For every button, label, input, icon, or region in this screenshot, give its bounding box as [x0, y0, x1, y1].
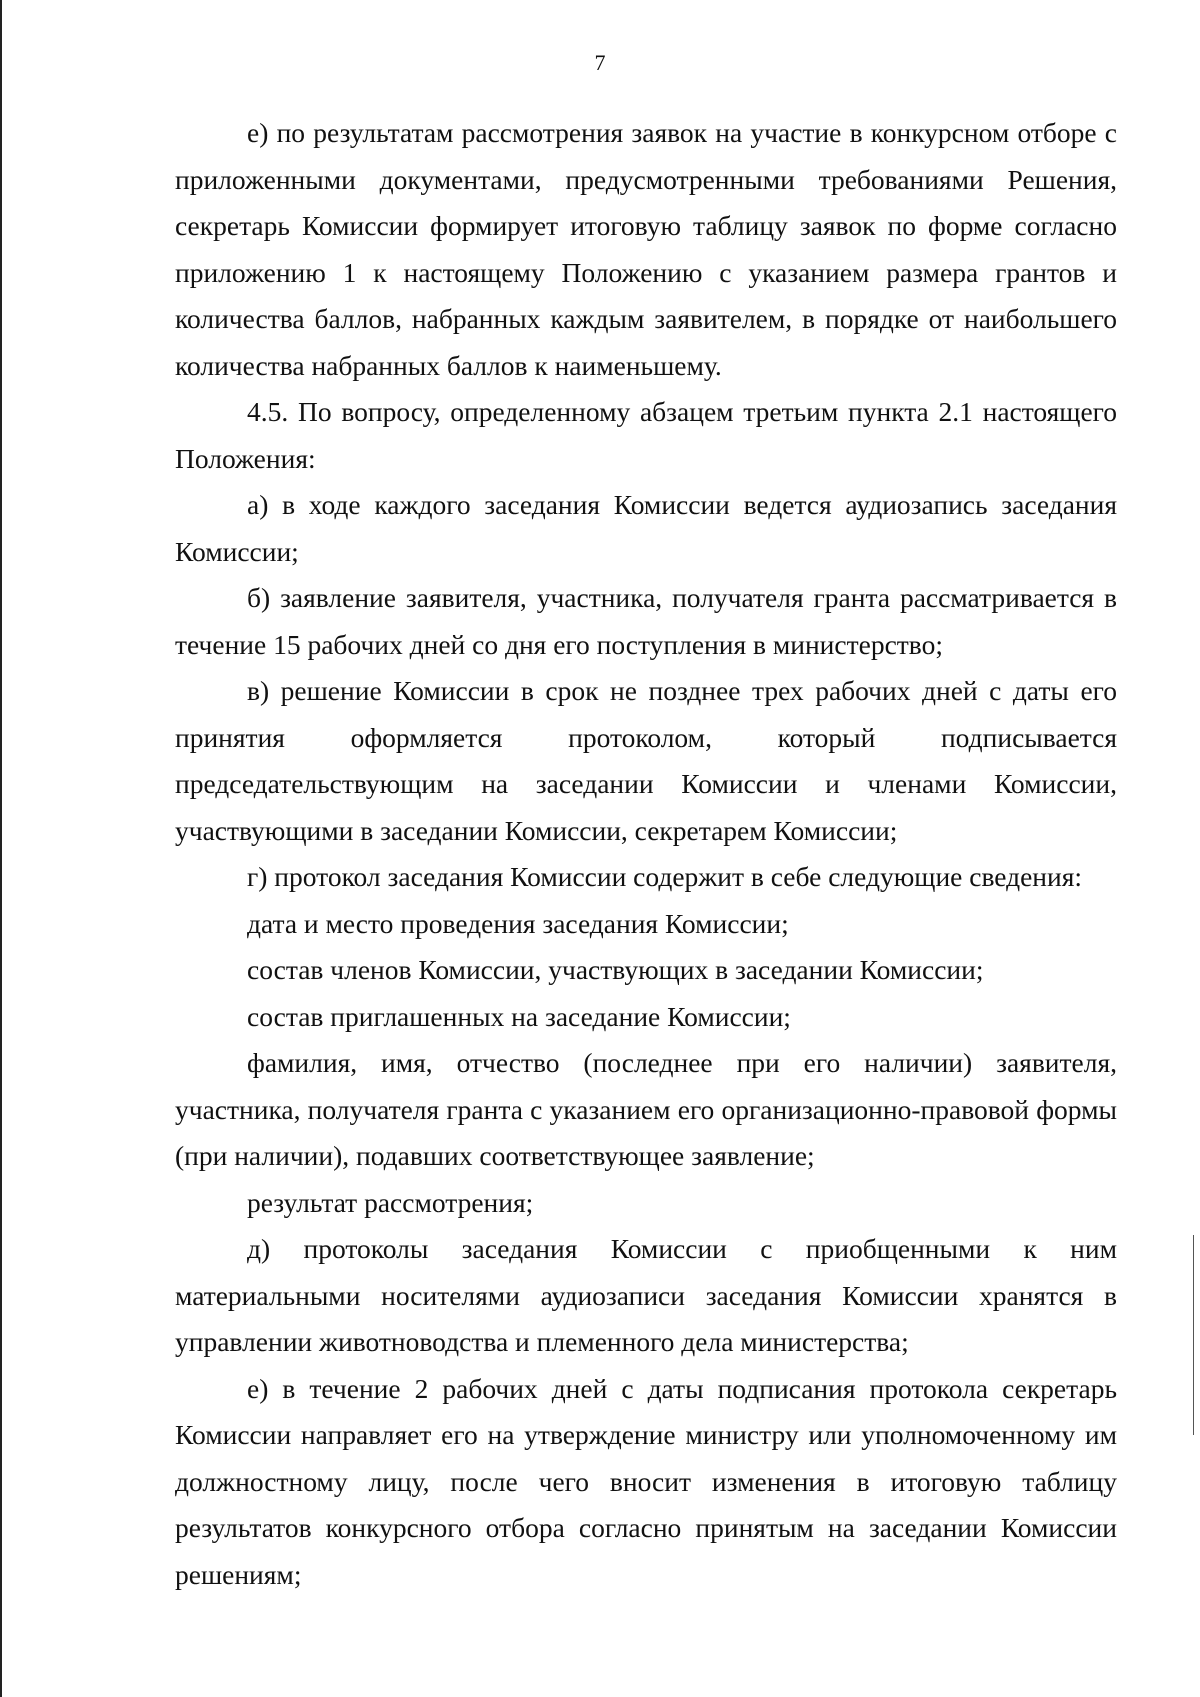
paragraph-e-approval: е) в течение 2 рабочих дней с даты подписания протокола секретарь Комиссии направляет его на утверждение министру или уполномоченному им должностному лицу, после чего вносит изменения в итоговую таблицу результатов конкурсного отбора согласно принятым на заседании Комиссии решениям; — [175, 1372, 1117, 1590]
paragraph-d-storage: д) протоколы заседания Комиссии с приобщенными к ним материальными носителями аудиозаписи заседания Комиссии хранятся в управлении животноводства и племенного дела министерства; — [175, 1233, 1117, 1357]
paragraph-applicant-name: фамилия, имя, отчество (последнее при его наличии) заявителя, участника, получателя гранта с указанием его организационно-правовой формы (при наличии), подавших соответствующее заявление; — [175, 1047, 1117, 1171]
paragraph-members: состав членов Комиссии, участвующих в заседании Комиссии; — [247, 954, 984, 985]
paragraph-4-5: 4.5. По вопросу, определенному абзацем третьим пункта 2.1 настоящего Положения: — [175, 396, 1117, 474]
paragraph-e-results: е) по результатам рассмотрения заявок на участие в конкурсном отборе с приложенными документами, предусмотренными требованиями Решения, секретарь Комиссии формирует итоговую таблицу заявок по форме согласно приложению 1 к настоящему Положению с указанием размера грантов и количества баллов, набранных каждым заявителем, в порядке от наибольшего количества набранных баллов к наименьшему. — [175, 117, 1117, 381]
document-body — [175, 110, 1117, 1598]
page-left-edge — [0, 0, 2, 1697]
page-number: 7 — [594, 50, 606, 75]
paragraph-result: результат рассмотрения; — [247, 1186, 534, 1218]
paragraph-invited: состав приглашенных на заседание Комиссии; — [247, 1000, 791, 1032]
paragraph-date-place: дата и место проведения заседания Комиссии; — [247, 907, 789, 939]
paragraph-b-application: б) заявление заявителя, участника, получателя гранта рассматривается в течение 15 рабочих дней со дня его поступления в министерство; — [175, 582, 1117, 660]
paragraph-a-audio: а) в ходе каждого заседания Комиссии ведется аудиозапись заседания Комиссии; — [175, 489, 1117, 567]
paragraph-g-protocol: г) протокол заседания Комиссии содержит в себе следующие сведения: — [247, 861, 1083, 892]
paragraph-v-decision: в) решение Комиссии в срок не позднее трех рабочих дней с даты его принятия оформляется протоколом, который подписывается председательствующим на заседании Комиссии и членами Комиссии, участвующими в заседании Комиссии, секретарем Комиссии; — [175, 675, 1117, 846]
page-right-edge-mark — [1193, 1235, 1194, 1435]
